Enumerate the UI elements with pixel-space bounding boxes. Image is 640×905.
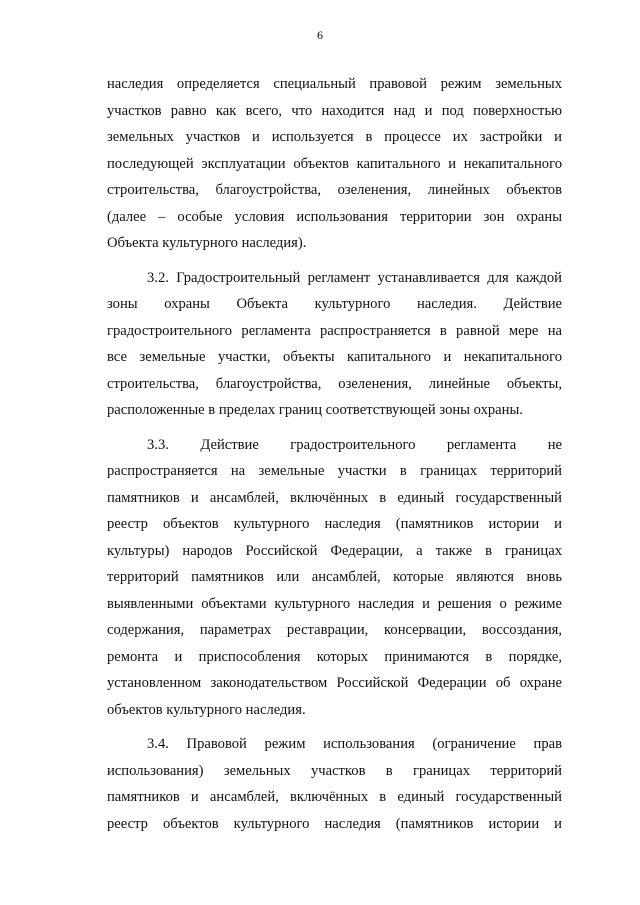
- text-line: строительства, благоустройства, озеленения, линейных объектов: [107, 182, 562, 198]
- text-line: памятников и ансамблей, включённых в единый государственный: [107, 789, 562, 805]
- text-line: реестр объектов культурного наследия (памятников истории и: [107, 815, 562, 832]
- text-line: распространяется на земельные участки в границах территорий: [107, 463, 562, 479]
- text-line: зоны охраны Объекта культурного наследия. Действие: [107, 296, 562, 312]
- text-line: наследия определяется специальный правовой режим земельных: [107, 76, 562, 92]
- text-line: все земельные участки, объекты капитального и некапитального: [107, 349, 562, 365]
- paragraph-3-4: [107, 731, 562, 837]
- text-line: территорий памятников или ансамблей, которые являются вновь: [107, 569, 562, 585]
- text-line: памятников и ансамблей, включённых в единый государственный: [107, 489, 562, 506]
- text-line: земельных участков и используется в процессе их застройки и: [107, 129, 562, 145]
- text-line: выявленными объектами культурного наследия и решения о режиме: [107, 595, 562, 612]
- paragraph-continuation: [107, 71, 562, 257]
- text-line: 3.4. Правовой режим использования (ограничение прав: [147, 736, 562, 752]
- text-line: последующей эксплуатации объектов капитального и некапитального: [107, 155, 562, 172]
- text-line: градостроительного регламента распространяется в равной мере на: [107, 322, 562, 339]
- text-line: строительства, благоустройства, озеленения, линейные объекты,: [107, 375, 562, 392]
- paragraph-3-2: [107, 265, 562, 424]
- text-line: культуры) народов Российской Федерации, а также в границах: [107, 542, 562, 559]
- page-number: 6: [317, 28, 323, 42]
- text-line: Объекта культурного наследия).: [107, 235, 307, 251]
- text-line: 3.2. Градостроительный регламент устанавливается для каждой: [147, 269, 562, 286]
- text-line: (далее – особые условия использования территории зон охраны: [107, 208, 562, 225]
- paragraph-3-3: [107, 432, 562, 724]
- text-line: 3.3. Действие градостроительного регламента не: [147, 436, 562, 453]
- text-line: использования) земельных участков в границах территорий: [107, 762, 562, 779]
- document-body: [107, 71, 562, 837]
- text-line: расположенные в пределах границ соответствующей зоны охраны.: [107, 402, 523, 418]
- text-line: реестр объектов культурного наследия (памятников истории и: [107, 516, 562, 532]
- text-line: участков равно как всего, что находится над и под поверхностью: [107, 102, 562, 119]
- text-line: содержания, параметрах реставрации, консервации, воссоздания,: [107, 622, 562, 638]
- text-line: установленном законодательством Российской Федерации об охране: [107, 675, 562, 691]
- text-line: объектов культурного наследия.: [107, 701, 306, 718]
- text-line: ремонта и приспособления которых принимаются в порядке,: [107, 648, 562, 665]
